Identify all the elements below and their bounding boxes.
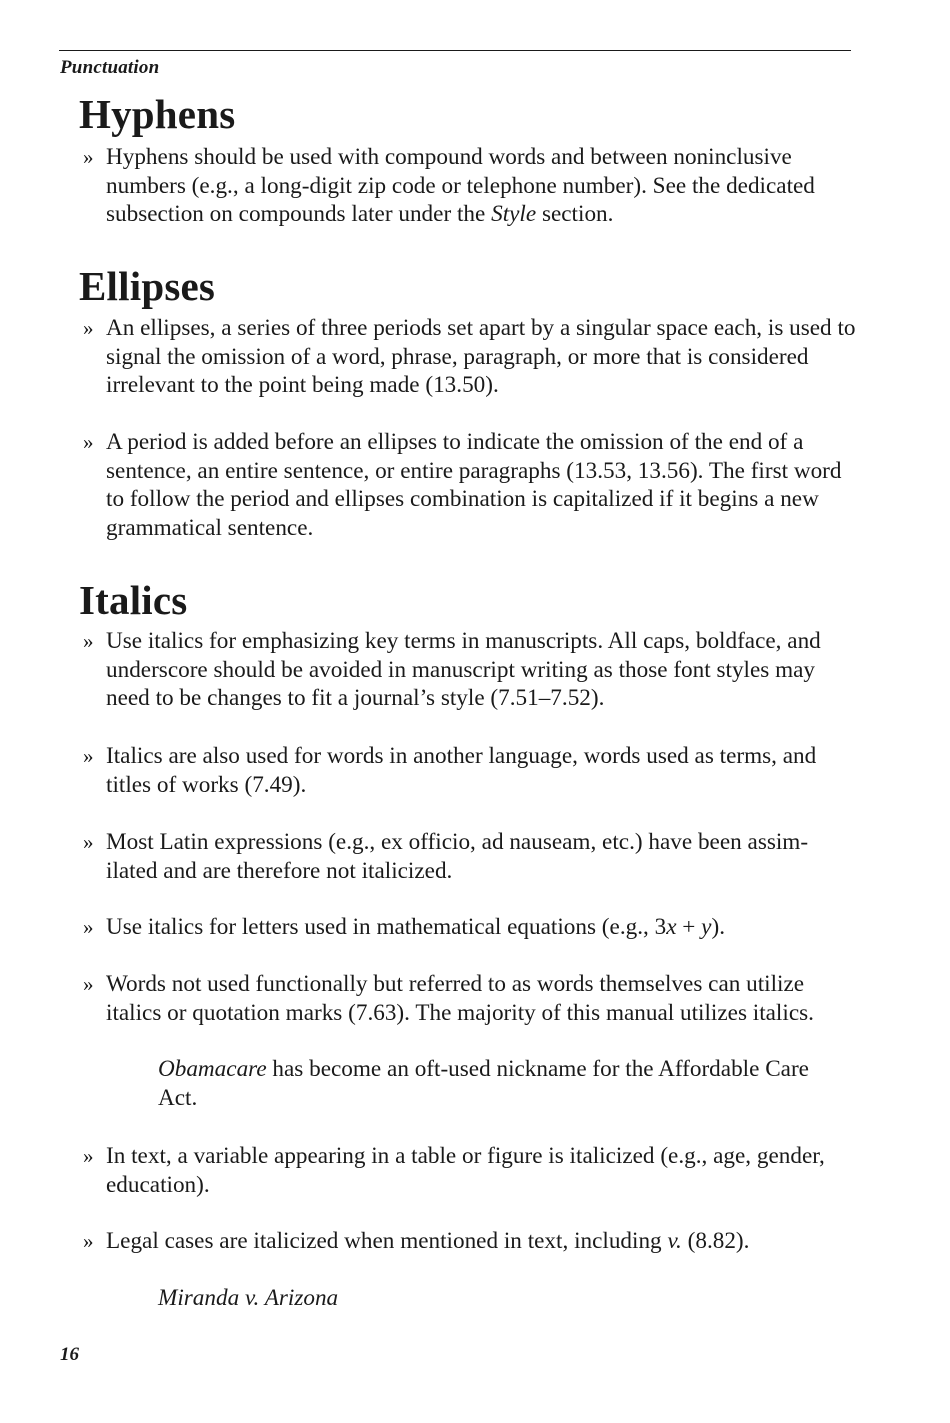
list-item-hyphens-1 <box>83 143 858 229</box>
bullet-marker: » <box>83 744 94 768</box>
example-miranda: Miranda v. Arizona <box>158 1285 339 1311</box>
item-text: Italics are also used for words in another language, words used as terms, and titles of works (7.49). <box>106 743 817 798</box>
item-text: A period is added before an ellipses to indicate the omission of the end of a sentence, an entire sentence, or entire paragraphs (13.53, 13.56). The first word to follow the period and ellipses combination is capitalized if it begins a new grammatical sentence. <box>106 429 842 541</box>
list-item-italics-3 <box>83 828 858 885</box>
list-item-ellipses-2 <box>83 428 858 542</box>
item-text: An ellipses, a series of three periods set apart by a singular space each, is used to signal the omission of a word, phrase, paragraph, or more that is considered irrelevant to the point being made (13.50). <box>106 315 856 398</box>
page-number: 16 <box>60 1344 79 1365</box>
list-item-italics-4 <box>83 913 858 942</box>
bullet-marker: » <box>83 430 94 454</box>
header-rule <box>59 50 851 51</box>
list-item-italics-7 <box>83 1227 858 1256</box>
heading-italics: Italics <box>79 577 188 623</box>
item-text: In text, a variable appearing in a table or figure is italicized (e.g., age, gender, education). <box>106 1143 825 1198</box>
item-text: Use italics for emphasizing key terms in manuscripts. All caps, boldface, and underscore should be avoided in manuscript writing as those font styles may need to be changes to fit a journal’s style (7.51–7.52). <box>106 628 821 711</box>
list-item-italics-6 <box>83 1142 858 1199</box>
versus-abbrev: v. <box>667 1228 682 1254</box>
heading-ellipses: Ellipses <box>79 263 216 309</box>
item-text: Hyphens should be used with compound words and between noninclusive numbers (e.g., a long-digit zip code or telephone number). See the dedicated subsection on compounds later under the Style section. <box>106 144 815 227</box>
item-text: Words not used functionally but referred to as words themselves can utilize italics or quotation marks (7.63). The majority of this manual utilizes italics. <box>106 971 814 1026</box>
item-text: Most Latin expressions (e.g., ex officio, ad nauseam, etc.) have been assim-ilated and are therefore not italicized. <box>106 829 809 884</box>
bullet-marker: » <box>83 1144 94 1168</box>
bullet-marker: » <box>83 629 94 653</box>
running-head: Punctuation <box>60 57 160 78</box>
item-text: Use italics for letters used in mathematical equations (e.g., 3x + y). <box>106 914 725 940</box>
item-text: Legal cases are italicized when mentioned in text, including v. (8.82). <box>106 1228 750 1254</box>
heading-hyphens: Hyphens <box>79 91 236 137</box>
list-item-ellipses-1 <box>83 314 858 400</box>
bullet-marker: » <box>83 145 94 169</box>
list-item-italics-2 <box>83 742 858 799</box>
style-term: Style <box>491 201 537 227</box>
bullet-marker: » <box>83 830 94 854</box>
math-variable-x: x <box>666 914 677 940</box>
list-item-italics-1 <box>83 627 858 713</box>
bullet-marker: » <box>83 972 94 996</box>
example-term: Obamacare <box>158 1056 267 1082</box>
bullet-marker: » <box>83 1229 94 1253</box>
bullet-marker: » <box>83 316 94 340</box>
bullet-marker: » <box>83 915 94 939</box>
example-obamacare: Obamacare has become an oft-used nickname for the Affordable Care Act. <box>158 1056 809 1111</box>
list-item-italics-5 <box>83 970 858 1027</box>
math-variable-y: y <box>701 914 712 940</box>
